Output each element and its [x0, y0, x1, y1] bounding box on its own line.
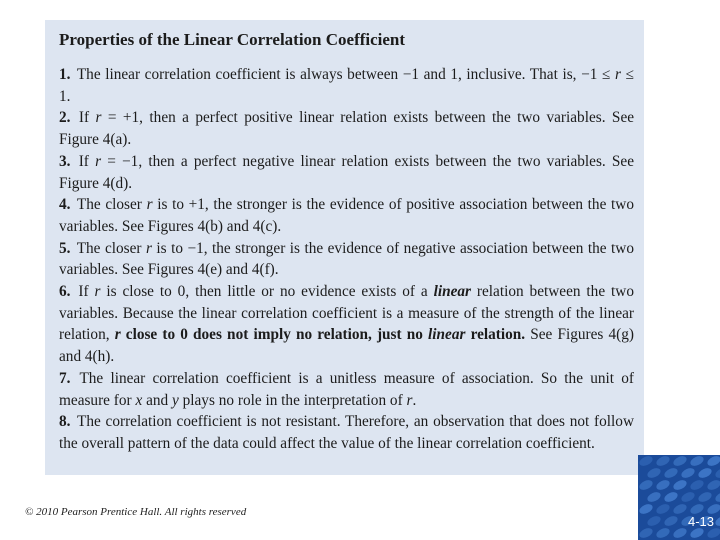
property-item [59, 368, 634, 411]
property-item [59, 64, 634, 107]
corner-decoration [638, 455, 720, 540]
property-item [59, 411, 634, 454]
property-text: If [78, 152, 96, 170]
property-text: If [78, 283, 95, 301]
property-text: r [145, 239, 152, 257]
property-text: plays no role in the interpretation of [178, 391, 407, 409]
property-text: is to −1, the stronger is the evidence of negative association between the two variables. See Figures 4(e) and 4(f). [59, 239, 634, 279]
page-number: 4-13 [687, 514, 714, 529]
property-number: 7. [59, 369, 71, 387]
property-text: relation between the two variables. Because the linear correlation coefficient is a measure of the strength of the linear relation, [59, 283, 634, 344]
property-text: is close to 0, then little or no evidence exists of a [100, 283, 434, 301]
property-text: x [135, 391, 143, 409]
property-number: 8. [59, 413, 71, 431]
property-text: The correlation coefficient is not resistant. Therefore, an observation that does not follow the overall pattern of the data could affect the value of the linear correlation coefficient. [59, 413, 634, 452]
property-text: linear [433, 283, 471, 301]
property-text: y [172, 391, 179, 409]
property-item [59, 107, 634, 150]
property-number: 6. [59, 283, 71, 301]
property-text: . [412, 391, 417, 409]
property-text: r [95, 109, 102, 127]
property-text: r [406, 391, 413, 409]
property-text: r [615, 66, 621, 83]
property-item [59, 151, 634, 194]
property-text: ≤ 1. [59, 66, 634, 105]
property-text: The linear correlation coefficient is always between −1 and 1, inclusive. That is, −1 ≤ [76, 66, 616, 83]
property-text: The linear correlation coefficient is a unitless measure of association. So the unit of measure for [59, 369, 634, 409]
property-text: The closer [76, 239, 146, 257]
properties-panel [45, 20, 644, 475]
property-text: = +1, then a perfect positive linear relation exists between the two variables. See Figure 4(a). [59, 109, 635, 149]
panel-title: Properties of the Linear Correlation Coefficient [59, 30, 406, 49]
property-item [59, 194, 634, 237]
property-text: See Figures 4(g) and 4(h). [59, 326, 634, 366]
property-text: If [78, 109, 96, 127]
property-text: relation. [465, 326, 526, 344]
property-number: 5. [59, 239, 71, 257]
property-text: close to 0 does not imply no relation, just no [120, 326, 429, 344]
property-text: is to +1, the stronger is the evidence of positive association between the two variables. See Figures 4(b) and 4(c). [59, 196, 634, 235]
property-text: r [94, 283, 101, 301]
property-number: 2. [59, 109, 71, 127]
property-number: 1. [59, 66, 71, 83]
copyright-notice: © 2010 Pearson Prentice Hall. All rights reserved [25, 506, 247, 518]
property-text: = −1, then a perfect negative linear relation exists between the two variables. See Figure 4(d). [59, 152, 635, 192]
properties-list [59, 64, 634, 455]
property-text: The closer [76, 196, 147, 214]
property-text: r [95, 152, 102, 170]
property-item [59, 238, 634, 281]
property-number: 3. [59, 152, 71, 170]
property-text: and [142, 391, 172, 409]
property-number: 4. [59, 196, 71, 214]
property-text: r [114, 326, 121, 344]
property-item [59, 281, 634, 368]
property-text: r [146, 196, 153, 214]
property-text: linear [428, 326, 466, 344]
